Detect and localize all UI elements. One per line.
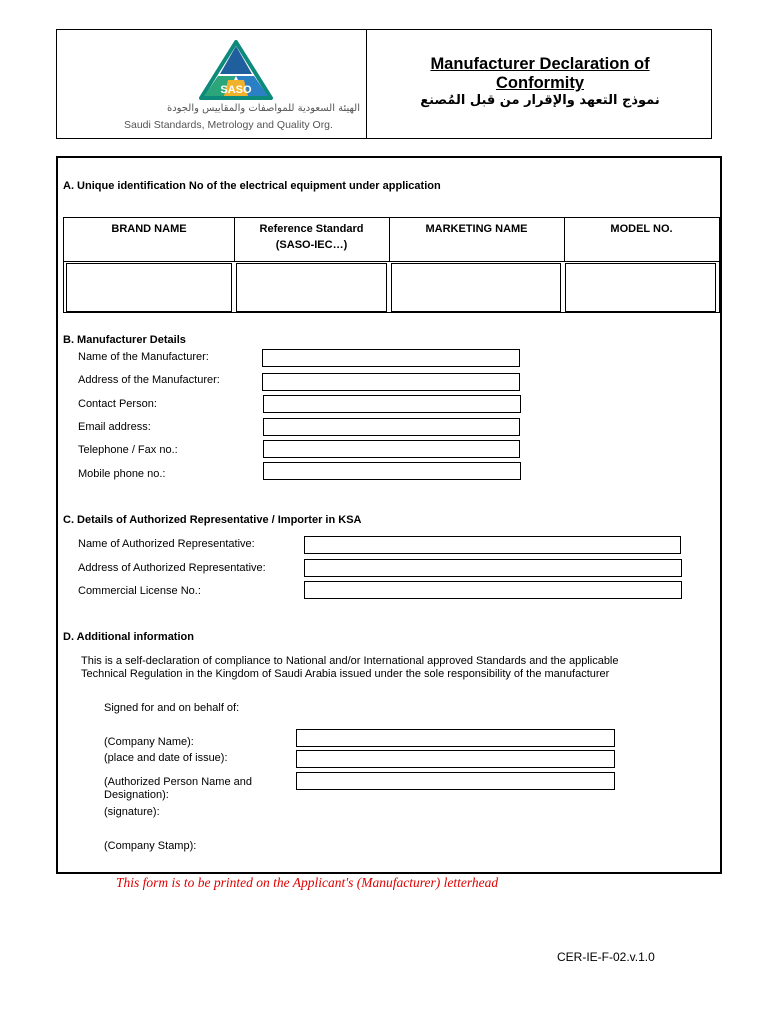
rep-address-field[interactable] xyxy=(304,559,682,577)
manufacturer-name-field[interactable] xyxy=(262,349,520,367)
company-stamp-label: (Company Stamp): xyxy=(104,840,197,852)
form-code: CER-IE-F-02.v.1.0 xyxy=(557,950,655,964)
org-name-arabic: الهيئة السعودية للمواصفات والمقاييس والجودة xyxy=(166,103,360,114)
table-divider xyxy=(389,218,390,262)
mobile-phone-field[interactable] xyxy=(263,462,521,480)
telephone-fax-field[interactable] xyxy=(263,440,520,458)
letterhead-note: This form is to be printed on the Applicant's (Manufacturer) letterhead xyxy=(116,875,499,890)
place-date-field[interactable] xyxy=(296,750,615,768)
section-c-heading: C. Details of Authorized Representative / Importer in KSA xyxy=(63,514,362,526)
saso-logo xyxy=(196,40,276,104)
authorized-person-field[interactable] xyxy=(296,772,615,790)
rep-address-label: Address of Authorized Representative: xyxy=(78,562,266,574)
logo-text: SASO xyxy=(220,84,252,96)
place-date-label: (place and date of issue): xyxy=(104,752,228,764)
contact-person-field[interactable] xyxy=(263,395,521,413)
col-marketing-name: MARKETING NAME xyxy=(425,223,528,235)
marketing-name-cell[interactable] xyxy=(391,263,561,312)
section-a-heading: A. Unique identification No of the electrical equipment under application xyxy=(63,180,441,192)
col-reference-standard-line2: (SASO-IEC…) xyxy=(275,239,348,251)
page-title-arabic: نموذج التعهد والإقرار من قبل المُصنع xyxy=(420,93,660,108)
title-line-1: Manufacturer Declaration of xyxy=(430,55,650,73)
col-brand-name: BRAND NAME xyxy=(111,223,187,235)
page-title xyxy=(380,55,700,93)
rep-name-field[interactable] xyxy=(304,536,681,554)
declaration-line-1: This is a self-declaration of compliance to National and/or International approved Standards and the applicable xyxy=(81,655,619,667)
org-name-english: Saudi Standards, Metrology and Quality Org. xyxy=(124,119,333,131)
contact-person-label: Contact Person: xyxy=(78,398,157,410)
mobile-phone-label: Mobile phone no.: xyxy=(78,468,166,480)
table-header-divider xyxy=(64,261,719,262)
table-divider xyxy=(234,218,235,262)
header-divider xyxy=(366,29,367,139)
manufacturer-address-field[interactable] xyxy=(262,373,520,391)
email-address-label: Email address: xyxy=(78,421,151,433)
authorized-person-label-line1: (Authorized Person Name and xyxy=(104,776,252,788)
col-model-no: MODEL NO. xyxy=(610,223,673,235)
signature-label: (signature): xyxy=(104,806,160,818)
brand-name-cell[interactable] xyxy=(66,263,232,312)
authorized-person-label-line2: Designation): xyxy=(104,789,169,801)
declaration-paragraph xyxy=(81,655,619,681)
declaration-line-2: Technical Regulation in the Kingdom of Saudi Arabia issued under the sole responsibility of the manufacturer xyxy=(81,668,610,680)
section-d-heading: D. Additional information xyxy=(63,631,194,643)
section-b-heading: B. Manufacturer Details xyxy=(63,334,186,346)
commercial-license-field[interactable] xyxy=(304,581,682,599)
manufacturer-address-label: Address of the Manufacturer: xyxy=(78,374,220,386)
model-no-cell[interactable] xyxy=(565,263,716,312)
rep-name-label: Name of Authorized Representative: xyxy=(78,538,255,550)
col-reference-standard xyxy=(234,218,389,262)
title-line-2: Conformity xyxy=(496,74,584,92)
commercial-license-label: Commercial License No.: xyxy=(78,585,201,597)
company-name-label: (Company Name): xyxy=(104,736,194,748)
reference-standard-cell[interactable] xyxy=(236,263,387,312)
equipment-table xyxy=(63,217,720,313)
company-name-field[interactable] xyxy=(296,729,615,747)
authorized-person-label xyxy=(104,776,252,802)
col-reference-standard-line1: Reference Standard xyxy=(259,223,364,235)
signed-for-label: Signed for and on behalf of: xyxy=(104,702,240,714)
table-divider xyxy=(564,218,565,262)
telephone-fax-label: Telephone / Fax no.: xyxy=(78,444,178,456)
manufacturer-name-label: Name of the Manufacturer: xyxy=(78,351,209,363)
email-address-field[interactable] xyxy=(263,418,520,436)
